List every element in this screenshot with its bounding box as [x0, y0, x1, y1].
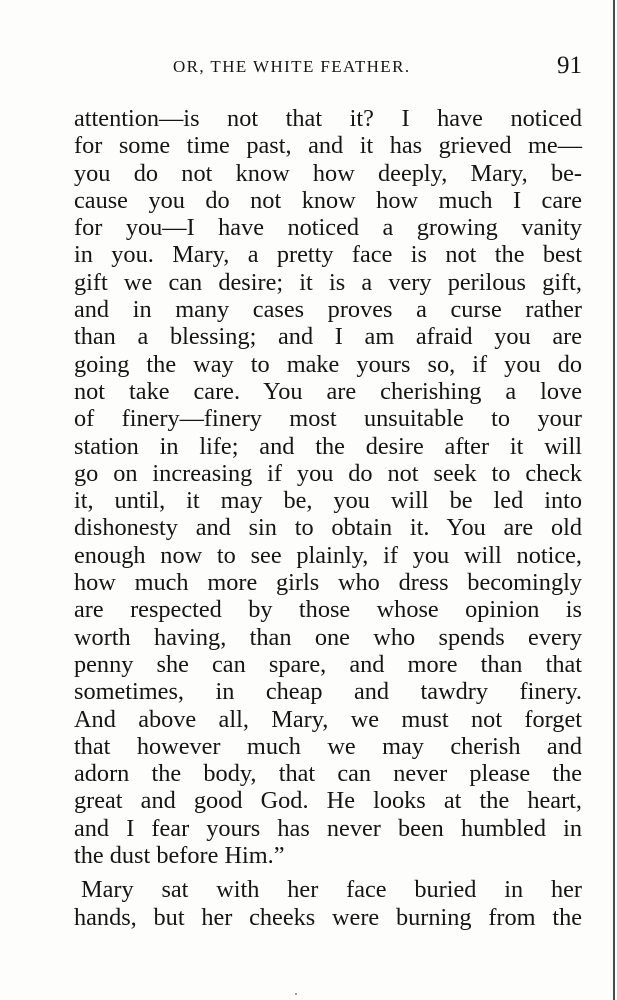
text-line: you do not know how deeply, Mary, be-	[74, 159, 582, 187]
text-line: great and good God. He looks at the heart,	[74, 787, 582, 815]
text-line: attention—is not that it? I have noticed	[74, 105, 582, 132]
page-edge	[613, 0, 615, 1000]
text-line: cause you do not know how much I care	[74, 186, 582, 214]
text-line: worth having, than one who spends every	[74, 623, 582, 651]
paragraph-gap	[74, 869, 582, 876]
text-line: station in life; and the desire after it will	[74, 432, 582, 460]
text-line: dishonesty and sin to obtain it. You are old	[74, 514, 582, 542]
text-line: Mary sat with her face buried in her	[81, 876, 582, 904]
text-line: for you—I have noticed a growing vanity	[74, 214, 582, 242]
text-line: and in many cases proves a curse rather	[74, 296, 582, 324]
page-number: 91	[557, 52, 582, 79]
print-speck	[295, 993, 297, 995]
text-line: and I fear yours has never been humbled in	[74, 814, 582, 842]
text-line: not take care. You are cherishing a love	[74, 377, 582, 405]
paragraph-1	[74, 105, 582, 869]
text-line: the dust before Him.”	[74, 842, 285, 870]
text-line: adorn the body, that can never please the	[74, 760, 582, 788]
text-line: that however much we may cherish and	[74, 732, 582, 760]
text-line: penny she can spare, and more than that	[74, 650, 582, 678]
text-line: of finery—finery most unsuitable to your	[74, 405, 582, 433]
text-line: go on increasing if you do not seek to check	[74, 459, 582, 487]
text-line: are respected by those whose opinion is	[74, 596, 582, 624]
text-line: hands, but her cheeks were burning from the	[74, 903, 582, 931]
running-head: OR, THE WHITE FEATHER.	[173, 57, 411, 76]
text-line: gift we can desire; it is a very perilous gift,	[74, 268, 582, 296]
text-body	[74, 105, 582, 931]
text-line: it, until, it may be, you will be led into	[74, 487, 582, 515]
text-line: than a blessing; and I am afraid you are	[74, 323, 582, 351]
paragraph-2	[74, 876, 582, 931]
text-line: And above all, Mary, we must not forget	[74, 705, 582, 733]
text-line: how much more girls who dress becomingly	[74, 569, 582, 597]
page-header	[70, 52, 582, 82]
text-line: going the way to make yours so, if you do	[74, 350, 582, 378]
text-line: enough now to see plainly, if you will notice,	[74, 541, 582, 569]
text-line: in you. Mary, a pretty face is not the best	[74, 241, 582, 269]
text-line: for some time past, and it has grieved me—	[74, 132, 582, 160]
text-line: sometimes, in cheap and tawdry finery.	[74, 678, 582, 706]
